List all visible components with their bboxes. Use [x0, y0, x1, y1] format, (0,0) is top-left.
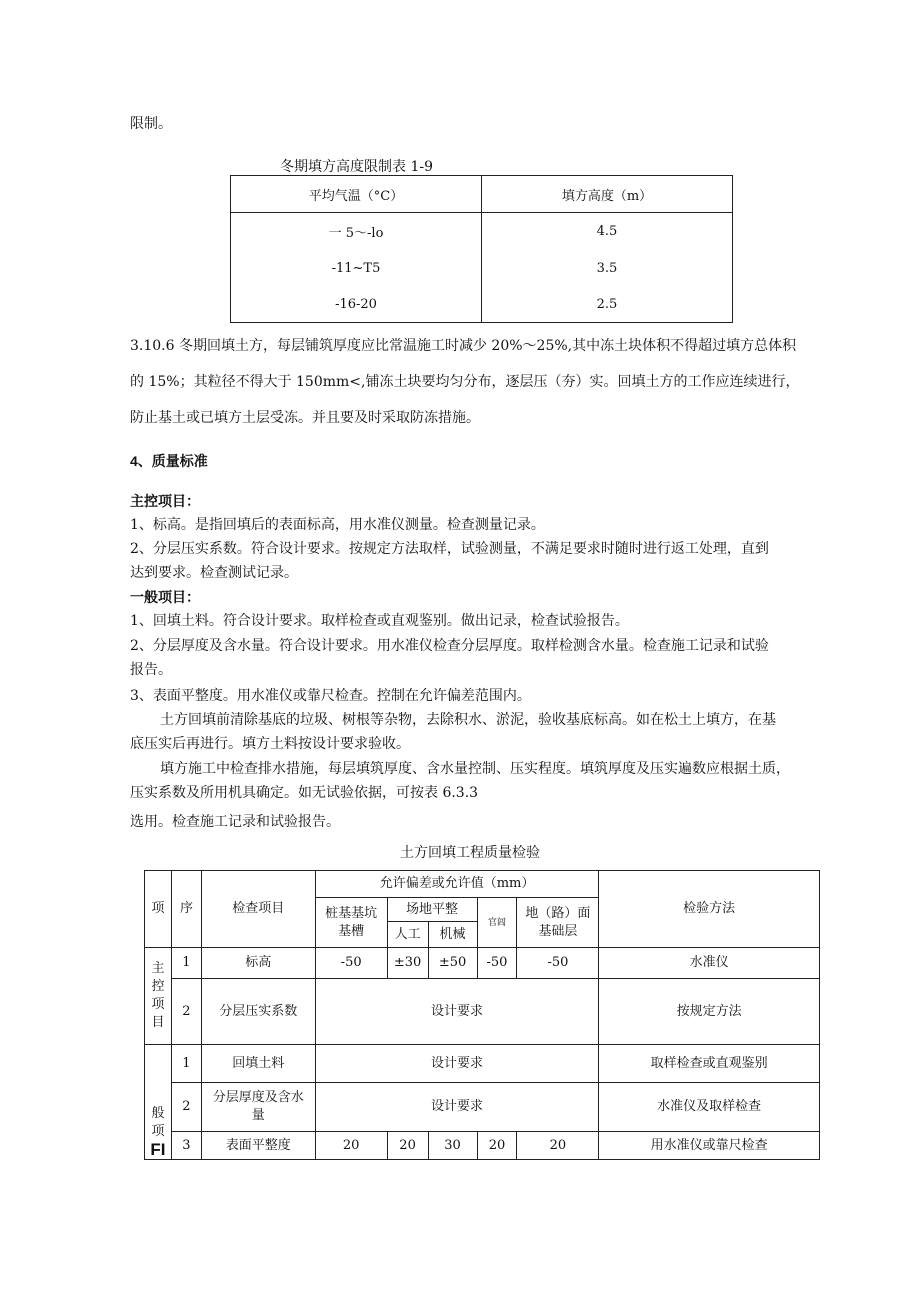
header-machine: 机械	[428, 922, 477, 948]
table-cell: 设计要求	[315, 1083, 599, 1132]
table-cell: 分层压实系数	[201, 979, 315, 1045]
table-row	[145, 1132, 820, 1160]
para-b-line1: 填方施工中检查排水措施，每层填筑厚度、含水量控制、压实程度。填筑厚度及压实遍数应根据土质，	[160, 761, 790, 777]
table-cell: -50	[517, 948, 599, 979]
header-manual: 人工	[387, 922, 428, 948]
para-3106-line3: 防止基土或已填方土层受冻。并且要及时采取防冻措施。	[130, 410, 480, 426]
table-cell: 水准仪及取样检查	[599, 1083, 820, 1132]
table-cell: 2.5	[482, 287, 733, 323]
header-road-line2: 基础层	[538, 923, 578, 939]
main-item-2-line1: 2、分层压实系数。符合设计要求。按规定方法取样，试验测量，不满足要求时随时进行返工处理，直到	[130, 541, 769, 557]
table-row	[231, 287, 733, 323]
table-cell: 设计要求	[315, 1045, 599, 1083]
general-item-1: 1、回填土料。符合设计要求。取样检查或直观鉴别。做出记录，检查试验报告。	[130, 613, 629, 629]
header-pile-line1: 桩基基坑	[325, 905, 378, 921]
table-row	[231, 213, 733, 251]
table1-caption: 冬期填方高度限制表 1-9	[280, 159, 433, 175]
table-cell: 用水准仪或靠尺检查	[599, 1132, 820, 1160]
table-row	[231, 251, 733, 287]
main-item-2-line2: 达到要求。检查测试记录。	[130, 565, 298, 581]
table-cell: 4.5	[482, 213, 733, 251]
header-road-line1: 地（路）面	[525, 905, 591, 921]
table-cell: 20	[387, 1132, 428, 1160]
section-heading: 4、质量标准	[130, 453, 208, 469]
table-cell: 20	[315, 1132, 387, 1160]
quality-inspection-table	[144, 870, 820, 1160]
header-pile	[315, 898, 387, 948]
general-items-heading: 一般项目：	[130, 589, 200, 605]
para-a-line2: 底压实后再进行。填方土料按设计要求验收。	[130, 736, 410, 752]
table-row	[145, 979, 820, 1045]
table-row	[145, 948, 820, 979]
table-cell: -50	[315, 948, 387, 979]
para-3106-line2: 的 15%；其粒径不得大于 150mm<,铺冻土块要均匀分布，逐层压（夯）实。回填土方的工作应连续进行，	[130, 374, 800, 390]
table-header-cell: 填方高度（m）	[482, 176, 733, 213]
temperature-fill-table	[230, 175, 733, 323]
group-general	[145, 1045, 172, 1160]
table-header-row	[145, 871, 820, 898]
main-item-1: 1、标高。是指回填后的表面标高，用水准仪测量。检查测量记录。	[130, 517, 545, 533]
table-cell: 标高	[201, 948, 315, 979]
header-seq: 序	[171, 871, 201, 948]
table-header-cell: 平均气温（°C）	[231, 176, 482, 213]
table-cell: 3.5	[482, 251, 733, 287]
header-item: 项	[145, 871, 172, 948]
table-cell: -16-20	[231, 287, 482, 323]
group-main-control	[145, 948, 172, 1045]
table-cell: -11~T5	[231, 251, 482, 287]
group-char: 项	[151, 1124, 165, 1139]
header-check-item: 检查项目	[201, 871, 315, 948]
intro-text: 限制。	[130, 116, 172, 132]
general-item-2-line1: 2、分层厚度及含水量。符合设计要求。用水准仪检查分层厚度。取样检测含水量。检查施工记录和试验	[130, 638, 769, 654]
table-cell: 设计要求	[315, 979, 599, 1045]
table-cell: -50	[477, 948, 517, 979]
table-cell: ±50	[428, 948, 477, 979]
para-b-line3: 选用。检查施工记录和试验报告。	[130, 814, 340, 830]
group-char: 控	[151, 979, 165, 994]
main-items-heading: 主控项目：	[130, 493, 200, 509]
table-cell: 按规定方法	[599, 979, 820, 1045]
para-3106-line1: 3.10.6 冬期回填土方，每层铺筑厚度应比常温施工时减少 20%～25%,其中冻土块体积不得超过填方总体积	[130, 338, 797, 354]
group-char: 项	[151, 997, 165, 1012]
table-header-row	[231, 176, 733, 213]
para-a-line1: 土方回填前清除基底的垃圾、树根等杂物，去除积水、淤泥，验收基底标高。如在松土上填方，在基	[160, 712, 776, 728]
table-cell: 2	[171, 979, 201, 1045]
table-row	[145, 1083, 820, 1132]
group-char: 般	[151, 1106, 165, 1121]
table-cell: 3	[171, 1132, 201, 1160]
table-cell: 20	[477, 1132, 517, 1160]
table-cell-line: 量	[251, 1108, 265, 1123]
para-b-line2: 压实系数及所用机具确定。如无试验依据，可按表 6.3.3	[130, 785, 479, 801]
table-cell: 20	[517, 1132, 599, 1160]
group-char: 目	[151, 1015, 165, 1030]
table-cell: 一 5～-lo	[231, 213, 482, 251]
general-item-3: 3、表面平整度。用水准仪或靠尺检查。控制在允许偏差范围内。	[130, 688, 531, 704]
table-cell: 1	[171, 948, 201, 979]
table-cell: 取样检查或直观鉴别	[599, 1045, 820, 1083]
table-row	[145, 1045, 820, 1083]
header-road	[517, 898, 599, 948]
table2-caption: 土方回填工程质量检验	[400, 845, 540, 861]
table-cell	[201, 1083, 315, 1132]
header-pipe: 官闾	[477, 898, 517, 948]
header-allowance: 允许偏差或允许值（mm）	[315, 871, 599, 898]
header-method: 检验方法	[599, 871, 820, 948]
header-pile-line2: 基槽	[338, 923, 365, 939]
table-cell: ±30	[387, 948, 428, 979]
table-cell: 水准仪	[599, 948, 820, 979]
header-site: 场地平整	[387, 898, 477, 922]
table-cell-line: 分层厚度及含水	[212, 1090, 304, 1105]
table-cell: 表面平整度	[201, 1132, 315, 1160]
general-item-2-line2: 报告。	[130, 662, 172, 678]
group-char: 主	[151, 961, 165, 976]
table-cell: 2	[171, 1083, 201, 1132]
table-cell: 30	[428, 1132, 477, 1160]
table-cell: 回填土料	[201, 1045, 315, 1083]
table-cell: 1	[171, 1045, 201, 1083]
group-char: FI	[150, 1140, 166, 1159]
